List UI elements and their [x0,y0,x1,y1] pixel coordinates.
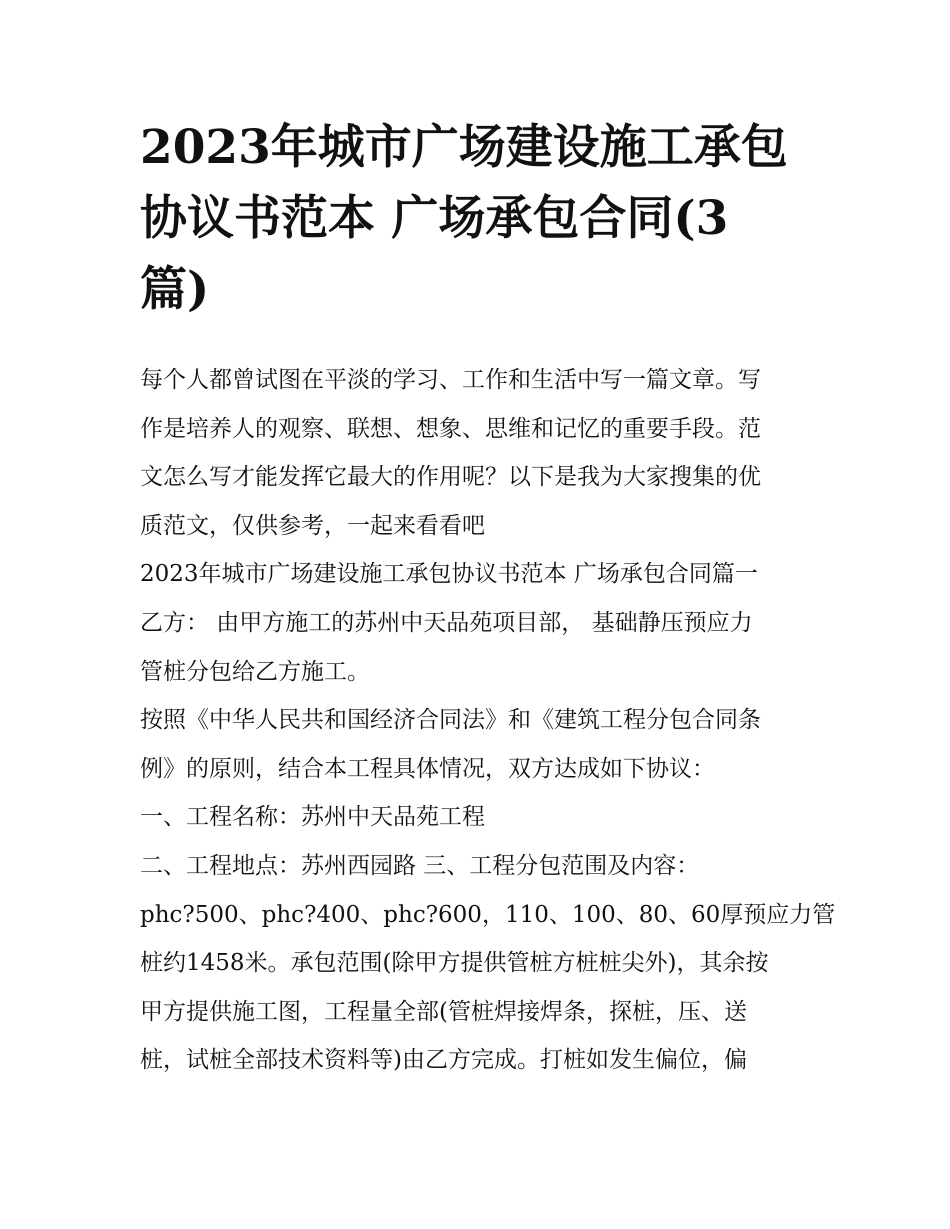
body-line: 桩约1458米。承包范围(除甲方提供管桩方桩桩尖外)，其余按 [140,950,769,977]
body-line: 按照《中华人民共和国经济合同法》和《建筑工程分包合同条 [140,707,761,734]
body-line: 桩，试桩全部技术资料等)由乙方完成。打桩如发生偏位，偏 [140,1047,747,1074]
body-line: 甲方提供施工图，工程量全部(管桩焊接焊条，探桩，压、送 [140,998,747,1025]
body-line: 乙方： 由甲方施工的苏州中天品苑项目部， 基础静压预应力 [140,609,753,636]
title-line: 协议书范本 广场承包合同(3 [140,191,729,246]
body-line: 质范文，仅供参考，一起来看看吧 [140,512,485,539]
body-line: 例》的原则，结合本工程具体情况，双方达成如下协议： [140,755,715,782]
body-line: 每个人都曾试图在平淡的学习、工作和生活中写一篇文章。写 [140,367,761,393]
body-line: 二、工程地点：苏州西园路 三、工程分包范围及内容： [140,852,700,879]
document-title [140,112,820,325]
body-line: 2023年城市广场建设施工承包协议书范本 广场承包合同篇一 [140,561,758,588]
title-line: 2023年城市广场建设施工承包 [140,120,788,175]
body-line: 文怎么写才能发挥它最大的作用呢？以下是我为大家搜集的优 [140,464,761,491]
title-line: 篇) [140,262,210,317]
body-line: phc?500、phc?400、phc?600，110、100、80、60厚预应力管 [140,901,836,928]
body-line: 一、工程名称：苏州中天品苑工程 [140,804,485,831]
body-line: 管桩分包给乙方施工。 [140,658,370,685]
body-line: 作是培养人的观察、联想、想象、思维和记忆的重要手段。范 [140,415,761,442]
document-body [140,356,836,1085]
